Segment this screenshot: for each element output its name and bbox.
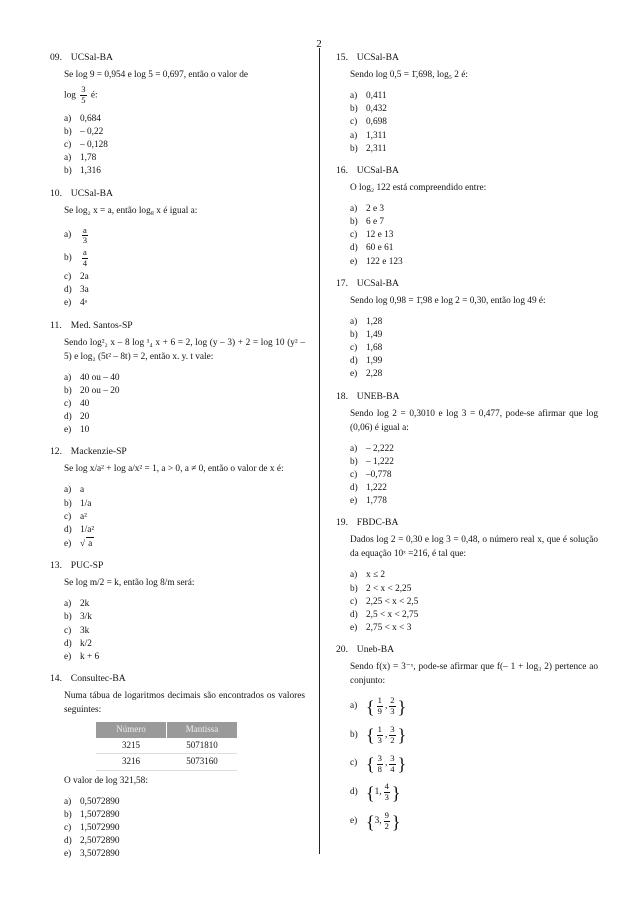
option[interactable]: c) 2,25 < x < 2,5 [350, 596, 419, 607]
option[interactable]: a) 2k [64, 599, 90, 610]
options-list [64, 484, 305, 551]
option[interactable]: d) 60 e 61 [350, 243, 394, 254]
left-column [50, 52, 305, 870]
question-number: 20. [336, 644, 348, 656]
question-number: 15. [336, 52, 348, 63]
option[interactable]: a) 1,311 [350, 130, 387, 141]
question-number: 16. [336, 164, 348, 176]
question-statement: Se log₂ x = a, então log₈ x é igual a: [64, 205, 198, 216]
table-row: 3215 5071810 [96, 738, 237, 754]
options-list [64, 372, 305, 438]
option[interactable]: a) { $\frac{1}{9}$ , $\frac{2}{3}$ } [350, 695, 407, 717]
question-statement: Se log x/a² + log a/x² = 1, a > 0, a ≠ 0, então o valor de x é: [64, 464, 284, 475]
option[interactable]: c) { $\frac{3}{8}$ , $\frac{3}{4}$ } [350, 752, 407, 774]
question-statement: Numa tábua de logaritmos decimais são encontrados os valores seguintes: [64, 691, 305, 716]
options-list [64, 598, 305, 664]
option[interactable]: c) a² [64, 511, 87, 522]
options-list [64, 113, 305, 179]
question-number: 11. [50, 319, 62, 331]
question-source: UCSal-BA [70, 187, 113, 199]
option[interactable]: e) 1,778 [350, 496, 387, 507]
question-15 [336, 52, 598, 156]
question-source: UNEB-BA [356, 390, 400, 402]
question-number: 10. [50, 187, 62, 199]
question-20 [336, 644, 598, 832]
option[interactable]: b) – 0,22 [64, 126, 104, 137]
option[interactable]: d) 2,5072890 [64, 836, 120, 847]
question-statement: Se log m/2 = k, então log 8/m será: [64, 578, 195, 589]
options-list [350, 316, 598, 382]
question-source: Mackenzie-SP [70, 446, 127, 458]
question-statement: Se log 9 = 0,954 e log 5 = 0,697, então o valor de [64, 70, 248, 80]
option[interactable]: e) { 3, $\frac{9}{2}$ } [350, 810, 401, 832]
question-statement: Sendo log 2 = 0,3010 e log 3 = 0,477, pode-se afirmar que log (0,06) é igual a: [350, 408, 598, 433]
question-number: 17. [336, 277, 348, 289]
question-number: 09. [50, 52, 62, 63]
question-10 [50, 188, 305, 311]
option[interactable]: d) 20 [64, 412, 90, 423]
option[interactable]: c) 1,68 [350, 343, 383, 354]
options-list [350, 90, 598, 156]
option[interactable]: a) a [64, 485, 85, 496]
question-number: 12. [50, 446, 62, 458]
option[interactable]: c) 0,698 [350, 117, 387, 128]
table-header: Número [96, 722, 167, 738]
option[interactable]: c) 12 e 13 [350, 230, 394, 241]
question-source: UCSal-BA [70, 52, 113, 63]
column-divider [319, 48, 320, 854]
option[interactable]: a) 0,5072890 [64, 796, 120, 807]
option[interactable]: a) 1,78 [64, 153, 97, 164]
option[interactable]: b) 2 < x < 2,25 [350, 583, 412, 594]
question-statement: Dados log 2 = 0,30 e log 3 = 0,48, o número real x, que é solução da equação 10ˣ =216, é tal que: [350, 535, 598, 560]
question-number: 13. [50, 560, 62, 572]
options-list [350, 203, 598, 269]
option[interactable]: c) – 0,128 [64, 140, 108, 151]
options-list [64, 226, 305, 311]
question-09 [50, 52, 305, 179]
option[interactable]: c) –0,778 [350, 469, 392, 480]
options-list [350, 443, 598, 509]
option[interactable]: a) x ≤ 2 [350, 570, 386, 581]
question-18 [336, 391, 598, 509]
question-14 [50, 673, 305, 861]
option[interactable]: d) 1,222 [350, 483, 387, 494]
option[interactable]: e) 2,28 [350, 369, 383, 380]
option[interactable]: b) { $\frac{1}{3}$ , $\frac{3}{2}$ } [350, 723, 407, 746]
option[interactable]: c) 1,5072990 [64, 822, 120, 833]
options-list [64, 796, 305, 862]
option[interactable]: e) 122 e 123 [350, 256, 403, 267]
question-11 [50, 320, 305, 438]
option[interactable]: b) 2,311 [350, 143, 387, 154]
table-row: 3216 5073160 [96, 754, 237, 771]
page-number: 2 [316, 38, 322, 50]
question-expression: log $\frac{3}{5}$ é: [64, 83, 98, 105]
question-number: 19. [336, 517, 348, 529]
option[interactable]: b) 1,5072890 [64, 809, 120, 820]
option[interactable]: e) 10 [64, 425, 90, 436]
question-number: 14. [50, 673, 62, 685]
option[interactable]: a) 0,684 [64, 113, 101, 124]
question-statement: O log₂ 122 está compreendido entre: [350, 182, 487, 193]
option[interactable]: a) 0,411 [350, 90, 387, 101]
option[interactable]: d) 3a [64, 285, 89, 296]
option[interactable]: a) – 2,222 [350, 443, 394, 454]
option[interactable]: c) 2a [64, 272, 89, 283]
option[interactable]: b) 6 e 7 [350, 217, 385, 227]
mantissa-table [96, 722, 237, 771]
question-number: 18. [336, 390, 348, 402]
question-12 [50, 446, 305, 551]
option[interactable]: d) 1/a² [64, 524, 95, 535]
question-source: Consultec-BA [70, 673, 126, 685]
option[interactable]: a) 40 ou – 40 [64, 372, 120, 383]
question-statement: Sendo log 0,98 = 1̄,98 e log 2 = 0,30, então log 49 é: [350, 295, 546, 306]
options-list [350, 696, 598, 832]
question-statement-2: O valor de log 321,58: [64, 775, 148, 786]
option[interactable]: c) 3k [64, 625, 90, 636]
question-statement: Sendo log 0,5 = 1̄,698, log₅ 2 é: [350, 70, 468, 80]
option[interactable]: b) 1/a [64, 498, 92, 509]
question-17 [336, 278, 598, 382]
option[interactable]: c) 40 [64, 398, 90, 409]
options-list [350, 569, 598, 635]
option[interactable]: d) 1,99 [350, 356, 383, 367]
option[interactable]: e) 3,5072890 [64, 849, 120, 860]
question-16 [336, 165, 598, 269]
question-source: UCSal-BA [356, 164, 399, 176]
option[interactable]: b) 3/k [64, 612, 92, 623]
option[interactable]: b) 0,432 [350, 104, 387, 115]
option[interactable]: e) k + 6 [64, 652, 100, 662]
question-source: FBDC-BA [356, 517, 399, 529]
option[interactable]: b) $\frac{a}{4}$ [64, 247, 88, 269]
question-source: UCSal-BA [356, 277, 399, 289]
question-source: UCSal-BA [356, 52, 399, 63]
option[interactable]: e) 2,75 < x < 3 [350, 623, 412, 634]
question-19 [336, 517, 598, 635]
question-source: Med. Santos-SP [70, 319, 133, 331]
option[interactable]: a) $\frac{a}{3}$ [64, 224, 88, 246]
question-statement: Sendo f(x) = 3⁻ˣ, pode-se afirmar que f(– 1 + log₃ 2) pertence ao conjunto: [350, 662, 598, 687]
right-column [336, 52, 598, 841]
option[interactable]: b) 20 ou – 20 [64, 385, 120, 396]
question-statement: Sendo log²₂ x – 8 log ¹₄ x + 6 = 2, log (y – 3) + 2 = log 10 (y² – 5) e log₂ (5t² – 8t) = 2, então x. y. t vale: [64, 337, 305, 362]
option[interactable]: d) 2,5 < x < 2,75 [350, 609, 419, 620]
sqrt-radicand: a [86, 537, 94, 551]
question-source: PUC-SP [70, 560, 104, 572]
option[interactable]: e) 4ᵃ [64, 298, 88, 309]
option[interactable]: b) – 1,222 [350, 456, 394, 467]
table-header: Mantissa [167, 722, 238, 738]
option[interactable]: d) k/2 [64, 638, 92, 649]
option[interactable]: d) { 1, $\frac{4}{3}$ } [350, 781, 401, 803]
option[interactable]: b) 1,316 [64, 166, 101, 177]
question-source: Uneb-BA [356, 644, 395, 656]
option[interactable]: e) √ a [64, 537, 305, 551]
question-13 [50, 560, 305, 664]
option[interactable]: b) 1,49 [350, 329, 383, 340]
option[interactable]: a) 1,28 [350, 316, 383, 327]
option[interactable]: a) 2 e 3 [350, 203, 385, 214]
